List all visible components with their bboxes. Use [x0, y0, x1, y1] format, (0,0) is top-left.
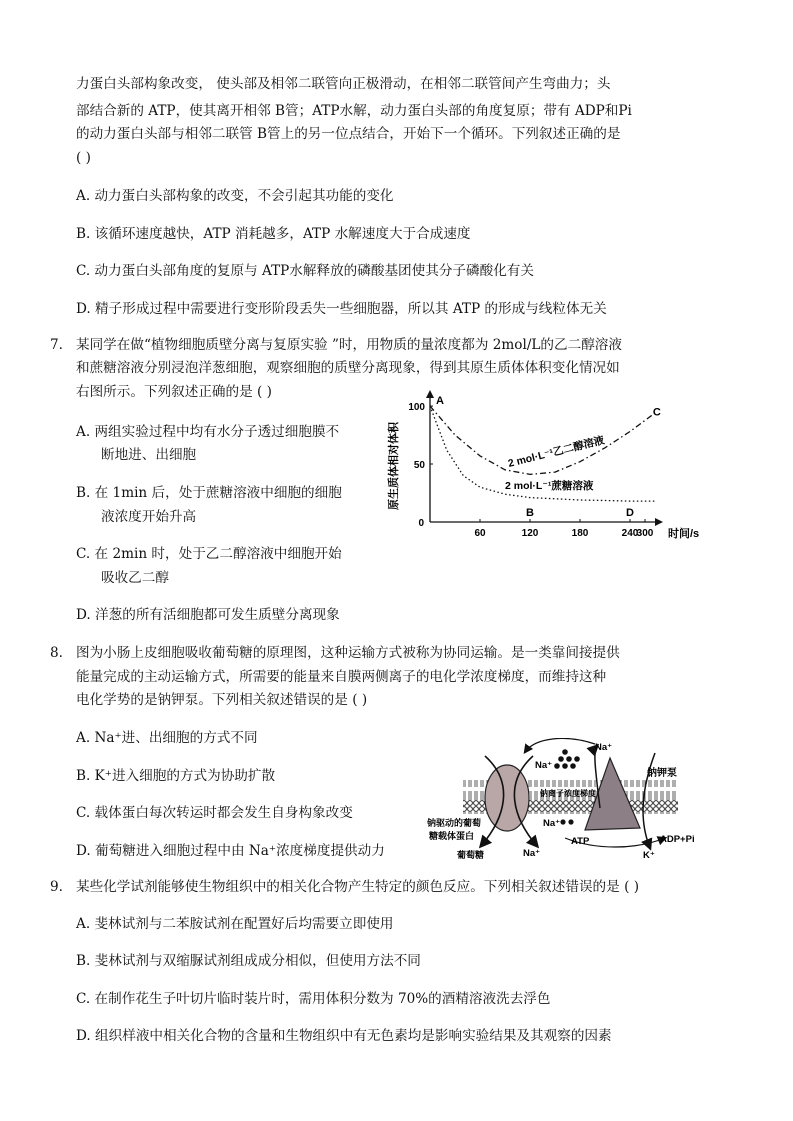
chart-ylabel: 原生质体相对体积 [388, 422, 400, 510]
q7-option-c-cont: 吸收乙二醇 [101, 570, 169, 586]
q6-option-c: C. 动力蛋白头部角度的复原与 ATP水解释放的磷酸基团使其分子磷酸化有关 [76, 263, 534, 279]
q9-option-a: A. 斐林试剂与二苯胺试剂在配置好后均需要立即使用 [76, 916, 394, 932]
q9-option-b: B. 斐林试剂与双缩脲试剂组成成分相似，但使用方法不同 [76, 953, 421, 969]
label-pump: 钠钾泵 [647, 768, 677, 779]
x-tick-label: 300 [636, 528, 654, 539]
point-label-C: C [652, 406, 661, 419]
q9-option-c: C. 在制作花生子叶切片临时装片时，需用体积分数为 70%的酒精溶液洗去浮色 [76, 991, 551, 1007]
q8-option-b: B. K⁺进入细胞的方式为协助扩散 [76, 768, 276, 784]
q8-line-1: 图为小肠上皮细胞吸收葡萄糖的原理图，这种运输方式被称为协同运输。是一类靠间接提供 [76, 645, 620, 661]
q8-number: 8. [50, 645, 63, 661]
label-gradient: 钠离子浓度梯度 [540, 789, 596, 798]
ion-dot [566, 756, 572, 762]
origin-label: 0 [418, 518, 424, 529]
y-tick-label: 100 [408, 402, 425, 413]
point-label-A: A [436, 395, 444, 407]
q6-option-b: B. 该循环速度越快，ATP 消耗越多，ATP 水解速度大于合成速度 [76, 226, 471, 242]
label-na-mid: Na⁺ [543, 818, 561, 829]
ion-dot [574, 756, 580, 762]
q7-number: 7. [50, 337, 63, 353]
ion-dot [558, 756, 564, 762]
ion-dot [562, 749, 568, 755]
q6-line-1: 力蛋白头部构象改变， 使头部及相邻二联管向正极滑动，在相邻二联管间产生弯曲力；头 [76, 76, 611, 92]
q6-option-a: A. 动力蛋白头部构象的改变，不会引起其功能的变化 [76, 188, 394, 204]
q6-line-2: 部结合新的 ATP，使其离开相邻 B管；ATP水解，动力蛋白头部的角度复原；带有 ADP和Pi [76, 103, 632, 119]
x-tick-label: 60 [474, 528, 486, 539]
q7-option-a: A. 两组实验过程中均有水分子透过细胞膜不 [76, 424, 340, 440]
q7-option-d: D. 洋葱的所有活细胞都可发生质壁分离现象 [76, 607, 340, 623]
label-k: K⁺ [643, 850, 655, 861]
q6-line-3: 的动力蛋白头部与相邻二联管 B管上的另一位点结合，开始下一个循环。下列叙述正确的是 [76, 126, 621, 142]
q8-option-a: A. Na⁺进、出细胞的方式不同 [76, 730, 258, 746]
x-tick-label: 240 [621, 528, 639, 539]
label-na-top: Na⁺ [535, 760, 553, 771]
label-na-top2: Na⁺ [595, 742, 613, 753]
q7-line-3: 右图所示。下列叙述正确的是 ( ) [76, 384, 272, 400]
legend-sucrose: 2 mol·L⁻¹蔗糖溶液 [505, 480, 594, 492]
q7-option-b: B. 在 1min 后，处于蔗糖溶液中细胞的细胞 [76, 485, 342, 501]
na-return-arc [525, 738, 595, 752]
ion-dot [570, 763, 576, 769]
ion-dot [560, 819, 565, 824]
label-atp: ATP [571, 836, 590, 847]
label-carrier-1: 钠驱动的葡萄 [427, 818, 482, 828]
glucose-carrier-protein [485, 765, 529, 831]
x-tick-label: 180 [571, 528, 589, 539]
legend-ethylene-glycol: 2 mol·L⁻¹乙二醇溶液 [506, 434, 606, 470]
q7-line-1: 某同学在做“植物细胞质壁分离与复原实验 ”时，用物质的量浓度都为 2mol/L的乙二醇溶液 [76, 337, 622, 353]
ion-dot [554, 763, 560, 769]
ion-dot [568, 819, 573, 824]
q8-line-2: 能量完成的主动运输方式，所需要的能量来自膜两侧离子的电化学浓度梯度，而维持这种 [76, 669, 607, 685]
y-tick-label: 50 [413, 460, 425, 471]
label-na-bottom: Na⁺ [523, 848, 541, 859]
q6-line-4: ( ) [76, 150, 91, 166]
x-tick-label: 120 [521, 528, 539, 539]
series-line-0 [430, 406, 655, 474]
label-glucose: 葡萄糖 [457, 850, 485, 860]
q7-option-a-cont: 断地进、出细胞 [101, 447, 197, 463]
q7-option-c: C. 在 2min 时，处于乙二醇溶液中细胞开始 [76, 546, 342, 562]
volume-chart [385, 385, 715, 545]
q9-line: 某些化学试剂能够使生物组织中的相关化合物产生特定的颜色反应。下列相关叙述错误的是 ( ) [76, 879, 639, 895]
ion-dot [562, 763, 568, 769]
q7-option-b-cont: 液浓度开始升高 [101, 509, 197, 525]
y-axis-arrow [426, 390, 434, 398]
label-carrier-2: 糖载体蛋白 [429, 831, 475, 841]
point-label-D: D [626, 507, 634, 519]
q7-line-2: 和蔗糖溶液分别浸泡洋葱细胞，观察细胞的质壁分离现象，得到其原生质体体积变化情况如 [76, 360, 620, 376]
q8-option-d: D. 葡萄糖进入细胞过程中由 Na⁺浓度梯度提供动力 [76, 843, 385, 859]
q6-option-d: D. 精子形成过程中需要进行变形阶段丢失一些细胞器，所以其 ATP 的形成与线粒体无关 [76, 301, 607, 317]
label-adp: ADP+Pi [660, 834, 695, 845]
x-axis-arrow [655, 518, 663, 526]
q9-option-d: D. 组织样液中相关化合物的含量和生物组织中有无色素均是影响实验结果及其观察的因素 [76, 1028, 612, 1044]
cotransport-diagram [425, 738, 725, 866]
chart-xlabel: 时间/s [668, 528, 700, 540]
q9-number: 9. [50, 879, 63, 895]
point-label-B: B [526, 507, 534, 519]
q8-option-c: C. 载体蛋白每次转运时都会发生自身构象改变 [76, 805, 353, 821]
q8-line-3: 电化学势的是钠钾泵。下列相关叙述错误的是 ( ) [76, 692, 368, 708]
